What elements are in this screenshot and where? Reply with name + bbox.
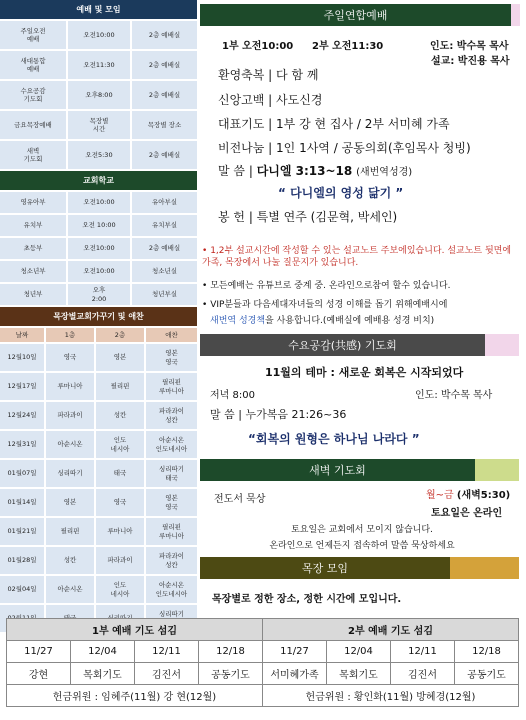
dawn-note-2: 온라인으로 언제든지 접속하여 말씀 묵상하세요 <box>269 541 455 551</box>
mokjang-column-header <box>0 328 197 342</box>
mokjang-row-cell: 12월31일 <box>0 431 44 458</box>
wednesday-officiant: 인도: 박수목 목사 <box>415 390 493 401</box>
wednesday-sermon: 말 씀 | 누가복음 21:26~36 <box>210 408 347 421</box>
mokjang-column-label: 애찬 <box>144 328 197 342</box>
worship-row-cell: 2층 예배실 <box>130 21 197 49</box>
mokjang-row-cell: 필리핀 루마니아 <box>144 518 197 545</box>
school-row-cell: 2층 예배실 <box>130 238 197 259</box>
first-service-prayer-title: 1부 예배 기도 섬김 <box>7 619 263 641</box>
bible-name: 새번역 성경책 <box>210 316 266 326</box>
worship-schedule-table <box>0 19 197 171</box>
mokjang-row-cell: 싱리따기 <box>44 460 94 487</box>
mokjang-row-cell: 파라과이 <box>94 547 144 574</box>
mokjang-row-cell: 싱리따기 태국 <box>144 460 197 487</box>
mokjang-row <box>0 402 197 429</box>
mokjang-column-label: 2층 <box>94 328 144 342</box>
mokjang-row-cell: 아순시온 <box>44 431 94 458</box>
mokjang-row-cell: 루마니아 <box>44 373 94 400</box>
date-cell: 12/18 <box>455 641 519 663</box>
second-service-time: 2부 오전11:30 <box>312 41 384 52</box>
first-offering-committee: 헌금위원 : 임혜주(11월) 강 현(12월) <box>7 685 263 707</box>
mokjang-row-cell: 01월28일 <box>0 547 44 574</box>
first-service-time: 1부 오전10:00 <box>222 41 294 52</box>
worship-row-cell: 오후8:00 <box>66 81 130 109</box>
worship-row-cell: 2층 예배실 <box>130 141 197 169</box>
name-cell: 김진서 <box>135 663 199 685</box>
mokjang-column-label: 1층 <box>44 328 94 342</box>
worship-row-cell: 금요목장예배 <box>0 111 66 139</box>
mokjang-row-cell: 인도 네시아 <box>94 431 144 458</box>
sermon-label: 말 씀 | <box>218 164 253 178</box>
worship-row-cell: 2층 예배실 <box>130 51 197 79</box>
wednesday-sermon-title: “회복의 원형은 하나님 나라다 ” <box>248 432 420 446</box>
wednesday-prayer-title: 수요공감(共感) 기도회 <box>200 334 485 356</box>
school-row-cell: 오전10:00 <box>66 238 130 259</box>
mokjang-row-cell: 파라과이 <box>44 402 94 429</box>
order-welcome: 환영축복 | 다 함 께 <box>218 68 319 82</box>
bible-notice-2: 새번역 성경책을 사용합니다.(예배실에 예배용 성경 비치) <box>210 316 435 326</box>
left-schedule-column <box>0 0 197 619</box>
second-service-prayer-title: 2부 예배 기도 섬김 <box>263 619 519 641</box>
mokjang-row <box>0 489 197 516</box>
school-row-cell: 오후 2:00 <box>66 284 130 305</box>
mokjang-row-cell: 필리핀 루마니아 <box>144 373 197 400</box>
dawn-prayer-title: 새벽 기도회 <box>200 459 475 481</box>
mokjang-row <box>0 576 197 603</box>
mokjang-row-cell: 루마니아 <box>94 518 144 545</box>
title-accent <box>475 459 519 481</box>
mokjang-row-cell: 12월17일 <box>0 373 44 400</box>
dawn-note-1: 토요일은 교회에서 모이지 않습니다. <box>291 525 433 535</box>
sermon-note-notice: • 1,2부 설교시간에 작성할 수 있는 설교노트 주보에있습니다. 설교노트 뒷면에 가족, 목장에서 나눌 질문지가 있습니다. <box>202 246 512 268</box>
sermon-version: (새번역성경) <box>356 167 413 178</box>
name-cell: 공동기도 <box>199 663 263 685</box>
mokjang-row-cell: 파라과이 성칸 <box>144 402 197 429</box>
mokjang-row <box>0 547 197 574</box>
mokjang-row-cell: 영국 <box>44 344 94 371</box>
worship-row <box>0 81 197 109</box>
worship-row <box>0 51 197 79</box>
church-school-table <box>0 190 197 307</box>
worship-row-cell: 2층 예배실 <box>130 81 197 109</box>
mokjang-row-cell: 영본 영국 <box>144 344 197 371</box>
school-row-cell: 유치부 <box>0 215 66 236</box>
mokjang-row-cell: 성칸 <box>94 402 144 429</box>
school-row-cell: 영유아부 <box>0 192 66 213</box>
mokjang-row-cell: 영국 <box>94 489 144 516</box>
date-cell: 11/27 <box>7 641 71 663</box>
mokjang-row <box>0 344 197 371</box>
mokjang-row-cell: 인도 네시아 <box>94 576 144 603</box>
mokjang-row-cell: 싱리따기 <box>144 605 197 632</box>
worship-schedule-header: 예배 및 모임 <box>0 0 197 19</box>
church-school-header: 교회학교 <box>0 171 197 190</box>
youtube-notice: • 모든예배는 유튜브로 중계 중. 온라인으로참여 할수 있습니다. <box>202 281 451 291</box>
offering-committee-row <box>7 685 519 707</box>
order-vision: 비전나눔 | 1인 1사역 / 공동의회(후임목사 청빙) <box>218 141 471 155</box>
name-cell: 강현 <box>7 663 71 685</box>
mokjang-row-cell: 02월04일 <box>0 576 44 603</box>
worship-row-cell: 오전11:30 <box>66 51 130 79</box>
wednesday-theme: 11월의 테마 : 새로운 회복은 시작되었다 <box>265 366 464 379</box>
worship-row-cell: 주일오전 예배 <box>0 21 66 49</box>
date-cell: 11/27 <box>263 641 327 663</box>
mokjang-row-cell: 영본 <box>44 489 94 516</box>
worship-row-cell: 목장별 시간 <box>66 111 130 139</box>
sermon-title: “ 다니엘의 영성 닮기 ” <box>278 186 404 200</box>
worship-row-cell: 수요공감 기도회 <box>0 81 66 109</box>
school-row-cell: 유아부실 <box>130 192 197 213</box>
school-row-cell: 오전 10:00 <box>66 215 130 236</box>
worship-row <box>0 111 197 139</box>
sunday-worship-title: 주일연합예배 <box>200 4 511 26</box>
school-row <box>0 261 197 282</box>
title-accent <box>485 334 519 356</box>
date-cell: 12/04 <box>327 641 391 663</box>
worship-row-cell: 새벽 기도회 <box>0 141 66 169</box>
sermon-reference: 다니엘 3:13~18 <box>256 164 353 178</box>
title-accent <box>511 4 520 26</box>
mokjang-row <box>0 460 197 487</box>
mokjang-header: 목장별교회가꾸기 및 애찬 <box>0 307 197 326</box>
mokjang-row-cell: 영본 <box>94 344 144 371</box>
mokjang-column-label: 날짜 <box>0 328 44 342</box>
school-row <box>0 215 197 236</box>
mokjang-row <box>0 373 197 400</box>
mokjang-row-cell: 영본 영국 <box>144 489 197 516</box>
prayer-service-table <box>6 618 519 707</box>
school-row-cell: 오전10:00 <box>66 261 130 282</box>
name-cell: 공동기도 <box>455 663 519 685</box>
name-cell: 목회기도 <box>71 663 135 685</box>
prayer-table-header <box>7 619 519 641</box>
school-row <box>0 284 197 305</box>
date-cell: 12/11 <box>391 641 455 663</box>
name-cell: 김진서 <box>391 663 455 685</box>
preacher: 설교: 박진용 목사 <box>431 56 510 67</box>
mokjang-row-cell: 아순시온 <box>44 576 94 603</box>
worship-row <box>0 141 197 169</box>
school-row-cell: 청년부실 <box>130 284 197 305</box>
mokjang-row-cell: 태국 <box>94 460 144 487</box>
date-cell: 12/18 <box>199 641 263 663</box>
worship-row-cell: 오전5:30 <box>66 141 130 169</box>
wednesday-time: 저녁 8:00 <box>210 390 255 401</box>
mokjang-row-cell: 필리핀 <box>44 518 94 545</box>
worship-row <box>0 21 197 49</box>
mokjang-row-cell: 아순시온 인도네시아 <box>144 431 197 458</box>
cell-group-title: 목장 모임 <box>200 557 450 579</box>
prayer-dates-row <box>7 641 519 663</box>
name-cell: 목회기도 <box>327 663 391 685</box>
title-accent <box>450 557 519 579</box>
school-row-cell: 청년부 <box>0 284 66 305</box>
school-row-cell: 청소년부 <box>0 261 66 282</box>
sermon-line <box>218 162 412 179</box>
worship-row-cell: 새대통합 예배 <box>0 51 66 79</box>
school-row <box>0 192 197 213</box>
bullet-icon: • <box>202 246 208 256</box>
date-cell: 12/11 <box>135 641 199 663</box>
worship-row-cell: 목장별 장소 <box>130 111 197 139</box>
school-row <box>0 238 197 259</box>
mokjang-row-cell: 12월24일 <box>0 402 44 429</box>
order-offering: 봉 헌 | 특별 연주 (김문혁, 박세인) <box>218 210 398 224</box>
mokjang-row-cell: 01월21일 <box>0 518 44 545</box>
dawn-leader: 전도서 묵상 <box>214 494 266 505</box>
mokjang-row-cell: 필리핀 <box>94 373 144 400</box>
mokjang-row-cell: 01월07일 <box>0 460 44 487</box>
name-cell: 서미혜가족 <box>263 663 327 685</box>
date-cell: 12/04 <box>71 641 135 663</box>
mokjang-row-cell: 성칸 <box>44 547 94 574</box>
school-row-cell: 오전10:00 <box>66 192 130 213</box>
dawn-time: (새벽5:30) <box>456 490 511 501</box>
mokjang-row <box>0 431 197 458</box>
dawn-days-line <box>426 486 510 501</box>
school-row-cell: 유치부실 <box>130 215 197 236</box>
officiant: 인도: 박수목 목사 <box>430 41 509 52</box>
school-row-cell: 청소년실 <box>130 261 197 282</box>
mokjang-row-cell: 01월14일 <box>0 489 44 516</box>
dawn-saturday: 토요일은 온라인 <box>431 508 503 519</box>
bullet-icon: • <box>202 281 208 291</box>
bullet-icon: • <box>202 300 208 310</box>
mokjang-table <box>0 326 197 634</box>
bible-notice: • VIP분들과 다음세대자녀들의 성경 이해를 돕기 위해예배시에 <box>202 300 448 310</box>
order-creed: 신앙고백 | 사도신경 <box>218 93 323 107</box>
second-offering-committee: 헌금위원 : 황인화(11월) 방혜경(12월) <box>263 685 519 707</box>
prayer-names-row <box>7 663 519 685</box>
school-row-cell: 초등부 <box>0 238 66 259</box>
cell-group-text: 목장별로 정한 장소, 정한 시간에 모입니다. <box>212 594 402 605</box>
mokjang-row-cell: 12월10일 <box>0 344 44 371</box>
worship-row-cell: 오전10:00 <box>66 21 130 49</box>
dawn-days: 월~금 <box>426 490 454 501</box>
mokjang-row-cell: 아순시온 인도네시아 <box>144 576 197 603</box>
order-prayer: 대표기도 | 1부 강 현 집사 / 2부 서미혜 가족 <box>218 117 450 131</box>
mokjang-row-cell: 파라과이 성칸 <box>144 547 197 574</box>
